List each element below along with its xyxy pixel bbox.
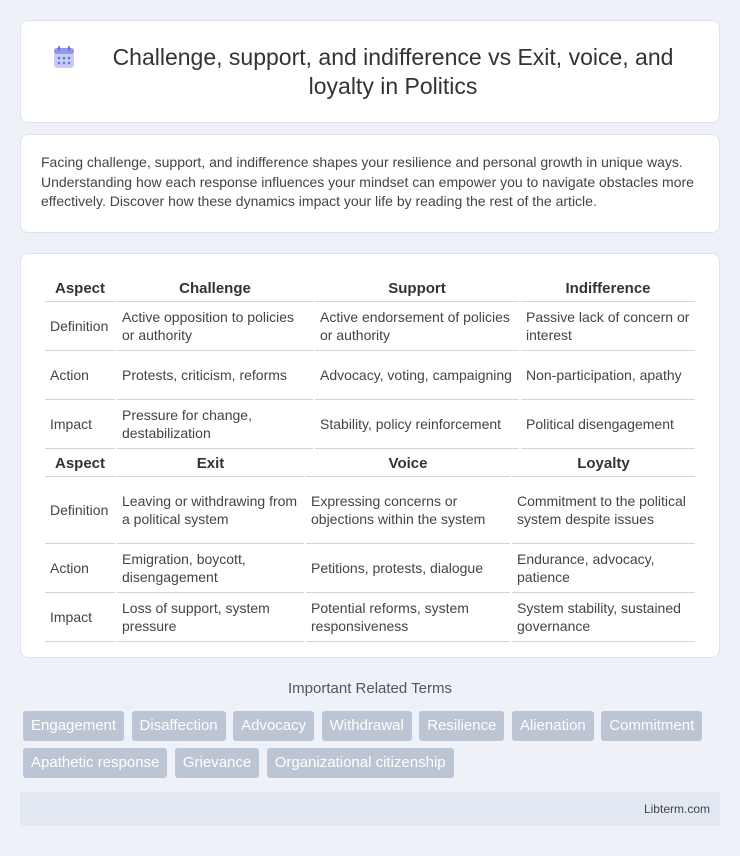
table-header: Indifference — [521, 274, 695, 302]
table-cell: Endurance, advocacy, patience — [512, 544, 695, 593]
comparison-table-2 — [43, 449, 697, 642]
table-cell: Petitions, protests, dialogue — [306, 544, 510, 593]
footer-brand[interactable]: Libterm.com — [643, 802, 710, 816]
tag-grievance[interactable]: Grievance — [175, 748, 259, 778]
intro-text: Facing challenge, support, and indifference shapes your resilience and personal growth in unique ways. Understanding how each response influences your mindset can empower you to navigate obstacles more effectively. Discover how these dynamics impact your life by reading the rest of the article. — [41, 154, 694, 209]
table-header: Loyalty — [512, 449, 695, 477]
table-cell: Active endorsement of policies or authority — [315, 302, 519, 351]
page-title: Challenge, support, and indifference vs Exit, voice, and loyalty in Politics — [112, 43, 674, 99]
tag-disaffection[interactable]: Disaffection — [132, 711, 226, 741]
table-header: Voice — [306, 449, 510, 477]
tag-commitment[interactable]: Commitment — [601, 711, 702, 741]
tag-withdrawal[interactable]: Withdrawal — [322, 711, 412, 741]
table-cell: Protests, criticism, reforms — [117, 351, 313, 400]
comparison-card — [20, 253, 720, 658]
related-terms-title: Important Related Terms — [288, 680, 452, 697]
table-cell: Non-participation, apathy — [521, 351, 695, 400]
table-row — [45, 400, 695, 449]
table-cell: Impact — [45, 593, 115, 642]
table-cell: Leaving or withdrawing from a political system — [117, 477, 304, 544]
tag-organizational-citizenship[interactable]: Organizational citizenship — [267, 748, 454, 778]
footer — [20, 792, 720, 826]
table-cell: Definition — [45, 302, 115, 351]
table-cell: Emigration, boycott, disengagement — [117, 544, 304, 593]
table-row — [45, 593, 695, 642]
table-header-row — [45, 449, 695, 477]
table-cell: Action — [45, 544, 115, 593]
table-cell: Action — [45, 351, 115, 400]
intro-card — [20, 134, 720, 233]
table-cell: Passive lack of concern or interest — [521, 302, 695, 351]
table-cell: System stability, sustained governance — [512, 593, 695, 642]
table-header: Aspect — [45, 449, 115, 477]
table-cell: Loss of support, system pressure — [117, 593, 304, 642]
table-cell: Stability, policy reinforcement — [315, 400, 519, 449]
tag-advocacy[interactable]: Advocacy — [233, 711, 314, 741]
table-cell: Pressure for change, destabilization — [117, 400, 313, 449]
title-card — [20, 20, 720, 123]
tag-engagement[interactable]: Engagement — [23, 711, 124, 741]
table-cell: Potential reforms, system responsiveness — [306, 593, 510, 642]
table-row — [45, 302, 695, 351]
table-cell: Definition — [45, 477, 115, 544]
table-row — [45, 477, 695, 544]
tag-apathetic-response[interactable]: Apathetic response — [23, 748, 167, 778]
table-cell: Active opposition to policies or authority — [117, 302, 313, 351]
table-row — [45, 544, 695, 593]
table-header: Exit — [117, 449, 304, 477]
table-cell: Political disengagement — [521, 400, 695, 449]
table-row — [45, 351, 695, 400]
document-list-icon — [51, 45, 77, 71]
table-header: Support — [315, 274, 519, 302]
table-cell: Advocacy, voting, campaigning — [315, 351, 519, 400]
comparison-table-1 — [43, 274, 697, 449]
table-header-row — [45, 274, 695, 302]
related-tags — [23, 711, 723, 785]
table-cell: Commitment to the political system despite issues — [512, 477, 695, 544]
tag-resilience[interactable]: Resilience — [419, 711, 504, 741]
table-cell: Impact — [45, 400, 115, 449]
tag-alienation[interactable]: Alienation — [512, 711, 594, 741]
table-cell: Expressing concerns or objections within the system — [306, 477, 510, 544]
table-header: Challenge — [117, 274, 313, 302]
table-header: Aspect — [45, 274, 115, 302]
